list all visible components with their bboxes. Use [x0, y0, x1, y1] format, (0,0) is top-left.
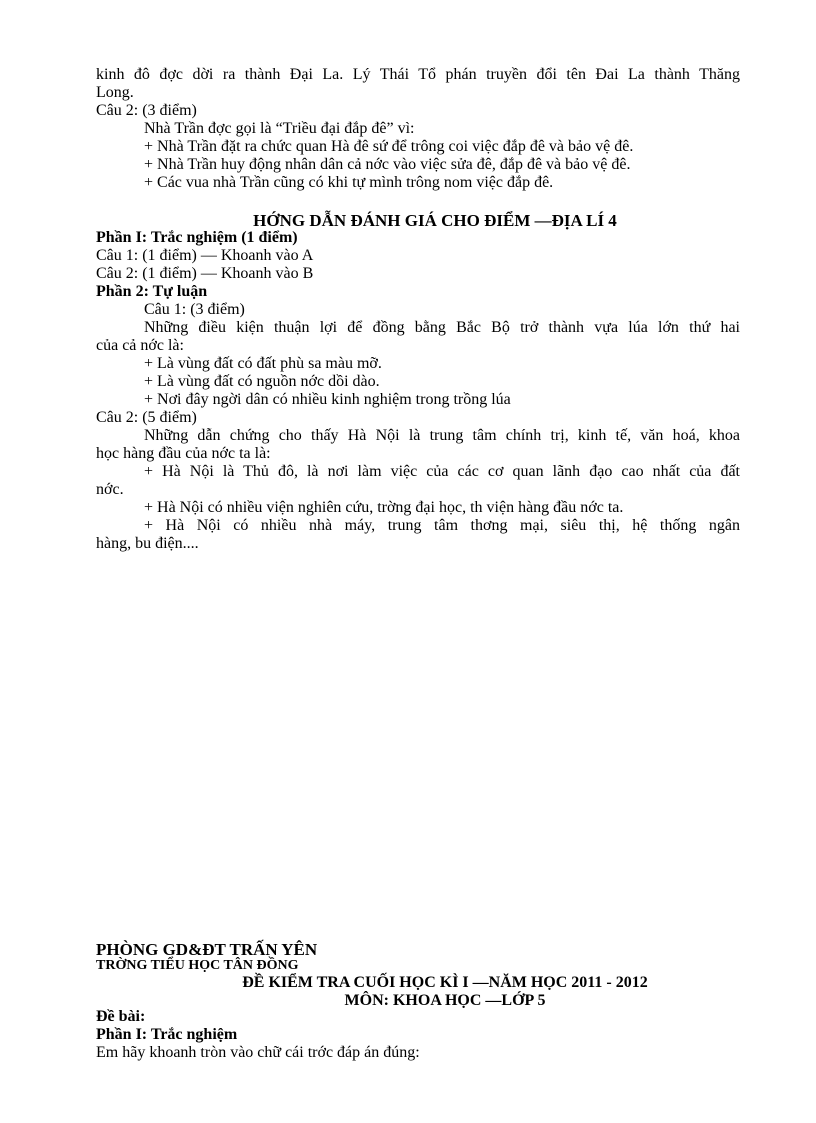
answer-intro: Nhà Trần đợc gọi là “Triều đại đắp đê” vì: — [144, 120, 415, 137]
paragraph-line: học hàng đầu của nớc ta là: — [96, 445, 271, 462]
answer-bullet: + Các vua nhà Trần cũng có khi tự mình trông nom việc đắp đê. — [144, 174, 554, 191]
question-heading: Câu 2: (5 điểm) — [96, 409, 197, 426]
exam-title: ĐỀ KIỂM TRA CUỐI HỌC KÌ I —NĂM HỌC 2011 - 2012 — [242, 974, 648, 991]
section-title: HỚNG DẪN ĐÁNH GIÁ CHO ĐIỂM —ĐỊA LÍ 4 — [253, 211, 617, 230]
instruction-line: Em hãy khoanh tròn vào chữ cái trớc đáp án đúng: — [96, 1044, 420, 1061]
subject-title: MÔN: KHOA HỌC —LỚP 5 — [344, 992, 546, 1009]
question-heading: Câu 2: (3 điểm) — [96, 102, 197, 119]
part-heading: Phần 2: Tự luận — [96, 283, 208, 300]
paragraph-line: kinh đô đợc dời ra thành Đại La. Lý Thái Tổ phán truyền đổi tên Đai La thành Thăng — [96, 66, 740, 83]
answer-bullet: + Hà Nội có nhiều viện nghiên cứu, trờng đại học, th viện hàng đầu nớc ta. — [144, 499, 624, 516]
answer-bullet: + Nhà Trần đặt ra chức quan Hà đê sứ để trông coi việc đắp đê và bảo vệ đê. — [144, 138, 634, 155]
answer-bullet: + Hà Nội có nhiều nhà máy, trung tâm thơng mại, siêu thị, hệ thống ngân — [144, 517, 740, 534]
paragraph-line: nớc. — [96, 481, 124, 498]
answer-bullet: + Hà Nội là Thủ đô, là nơi làm việc của các cơ quan lãnh đạo cao nhất của đất — [144, 463, 740, 480]
question-answer: Câu 1: (1 điểm) — Khoanh vào A — [96, 247, 314, 264]
paragraph-line: hàng, bu điện.... — [96, 535, 199, 552]
question-answer: Câu 2: (1 điểm) — Khoanh vào B — [96, 265, 314, 282]
answer-bullet: + Là vùng đất có đất phù sa màu mỡ. — [144, 355, 382, 372]
answer-bullet: + Là vùng đất có nguồn nớc dồi dào. — [144, 373, 380, 390]
question-heading: Câu 1: (3 điểm) — [144, 301, 245, 318]
answer-bullet: + Nơi đây ngời dân có nhiều kinh nghiệm trong trồng lúa — [144, 391, 511, 408]
part-heading: Phần I: Trắc nghiệm (1 điểm) — [96, 229, 298, 246]
part-heading: Phần I: Trắc nghiệm — [96, 1026, 238, 1043]
paragraph-line: Những điều kiện thuận lợi để đồng bằng Bắc Bộ trở thành vựa lúa lớn thứ hai — [144, 319, 740, 336]
paragraph-line: Long. — [96, 84, 134, 101]
department-header: PHÒNG GD&ĐT TRẤN YÊN — [96, 940, 318, 959]
answer-bullet: + Nhà Trần huy động nhân dân cả nớc vào việc sửa đê, đắp đê và bảo vệ đê. — [144, 156, 631, 173]
paragraph-line: của cả nớc là: — [96, 337, 184, 354]
prompt-label: Đề bài: — [96, 1008, 146, 1025]
school-header: TRỜNG TIỂU HỌC TÂN ĐỒNG — [96, 958, 299, 973]
paragraph-line: Những dẫn chứng cho thấy Hà Nội là trung tâm chính trị, kinh tế, văn hoá, khoa — [144, 427, 740, 444]
